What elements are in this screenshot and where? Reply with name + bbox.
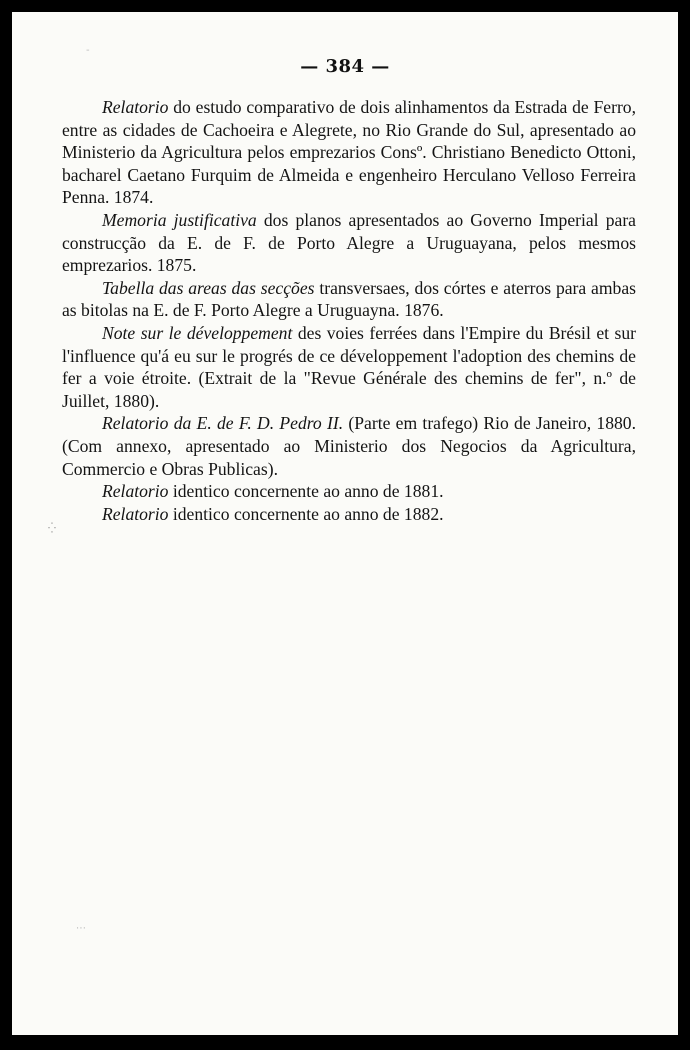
entry-text: transversaes, dos córtes e aterros para ambas as bitolas na E. de F. Porto Alegre a Uruguayna. 1876. bbox=[62, 277, 636, 321]
bibliography-entry bbox=[62, 480, 636, 503]
bibliography-list bbox=[62, 96, 636, 525]
bibliography-entry bbox=[62, 277, 636, 322]
entry-text: dos planos apresentados ao Governo Imperial para construcção da E. de F. de Porto Alegre a Uruguayana, pelos mesmos emprezarios. 1875. bbox=[62, 209, 636, 276]
entry-title: Memoria justificativa bbox=[102, 209, 257, 230]
entry-title: Relatorio da E. de F. D. Pedro II. bbox=[102, 413, 344, 434]
entry-title: Relatorio bbox=[102, 97, 169, 117]
entry-text: identico concernente ao anno de 1882. bbox=[168, 503, 444, 524]
bibliography-entry bbox=[62, 322, 636, 412]
bibliography-entry bbox=[62, 209, 636, 277]
entry-text: (Parte em trafego) Rio de Janeiro, 1880. (Com annexo, apresentado ao Ministerio dos Negocios da Agricultura, Commercio e Obras Publicas). bbox=[62, 413, 636, 479]
entry-text: des voies ferrées dans l'Empire du Brésil et sur l'influence qu'á eu sur le progrés de ce développement l'adoption des chemins de fer a voie étroite. (Extrait de la "Revue Générale des chemins de fer", n.º de Juillet, 1880). bbox=[62, 322, 636, 411]
entry-title: Relatorio bbox=[102, 481, 169, 502]
bibliography-entry bbox=[62, 503, 636, 526]
document-page bbox=[12, 12, 678, 1035]
scan-speck: ‐ bbox=[86, 45, 90, 56]
scan-speck: ⁛ bbox=[48, 523, 56, 534]
entry-title: Tabella das areas das secções bbox=[102, 277, 315, 298]
entry-title: Note sur le développement bbox=[102, 322, 293, 343]
bibliography-entry bbox=[62, 412, 636, 480]
bibliography-entry bbox=[62, 96, 636, 209]
entry-text: do estudo comparativo de dois alinhamentos da Estrada de Ferro, entre as cidades de Cachoeira e Alegrete, no Rio Grande do Sul, apresentado ao Ministerio da Agricultura pelos emprezarios Consº. Christiano Benedicto Ottoni, bacharel Caetano Furquim de Almeida e engenheiro Herculano Velloso Ferreira Penna. 1874. bbox=[62, 97, 636, 208]
entry-text: identico concernente ao anno de 1881. bbox=[168, 481, 444, 502]
scan-speck: ⋯ bbox=[76, 923, 86, 934]
entry-title: Relatorio bbox=[102, 503, 169, 524]
page-number: — 384 — bbox=[300, 56, 390, 77]
